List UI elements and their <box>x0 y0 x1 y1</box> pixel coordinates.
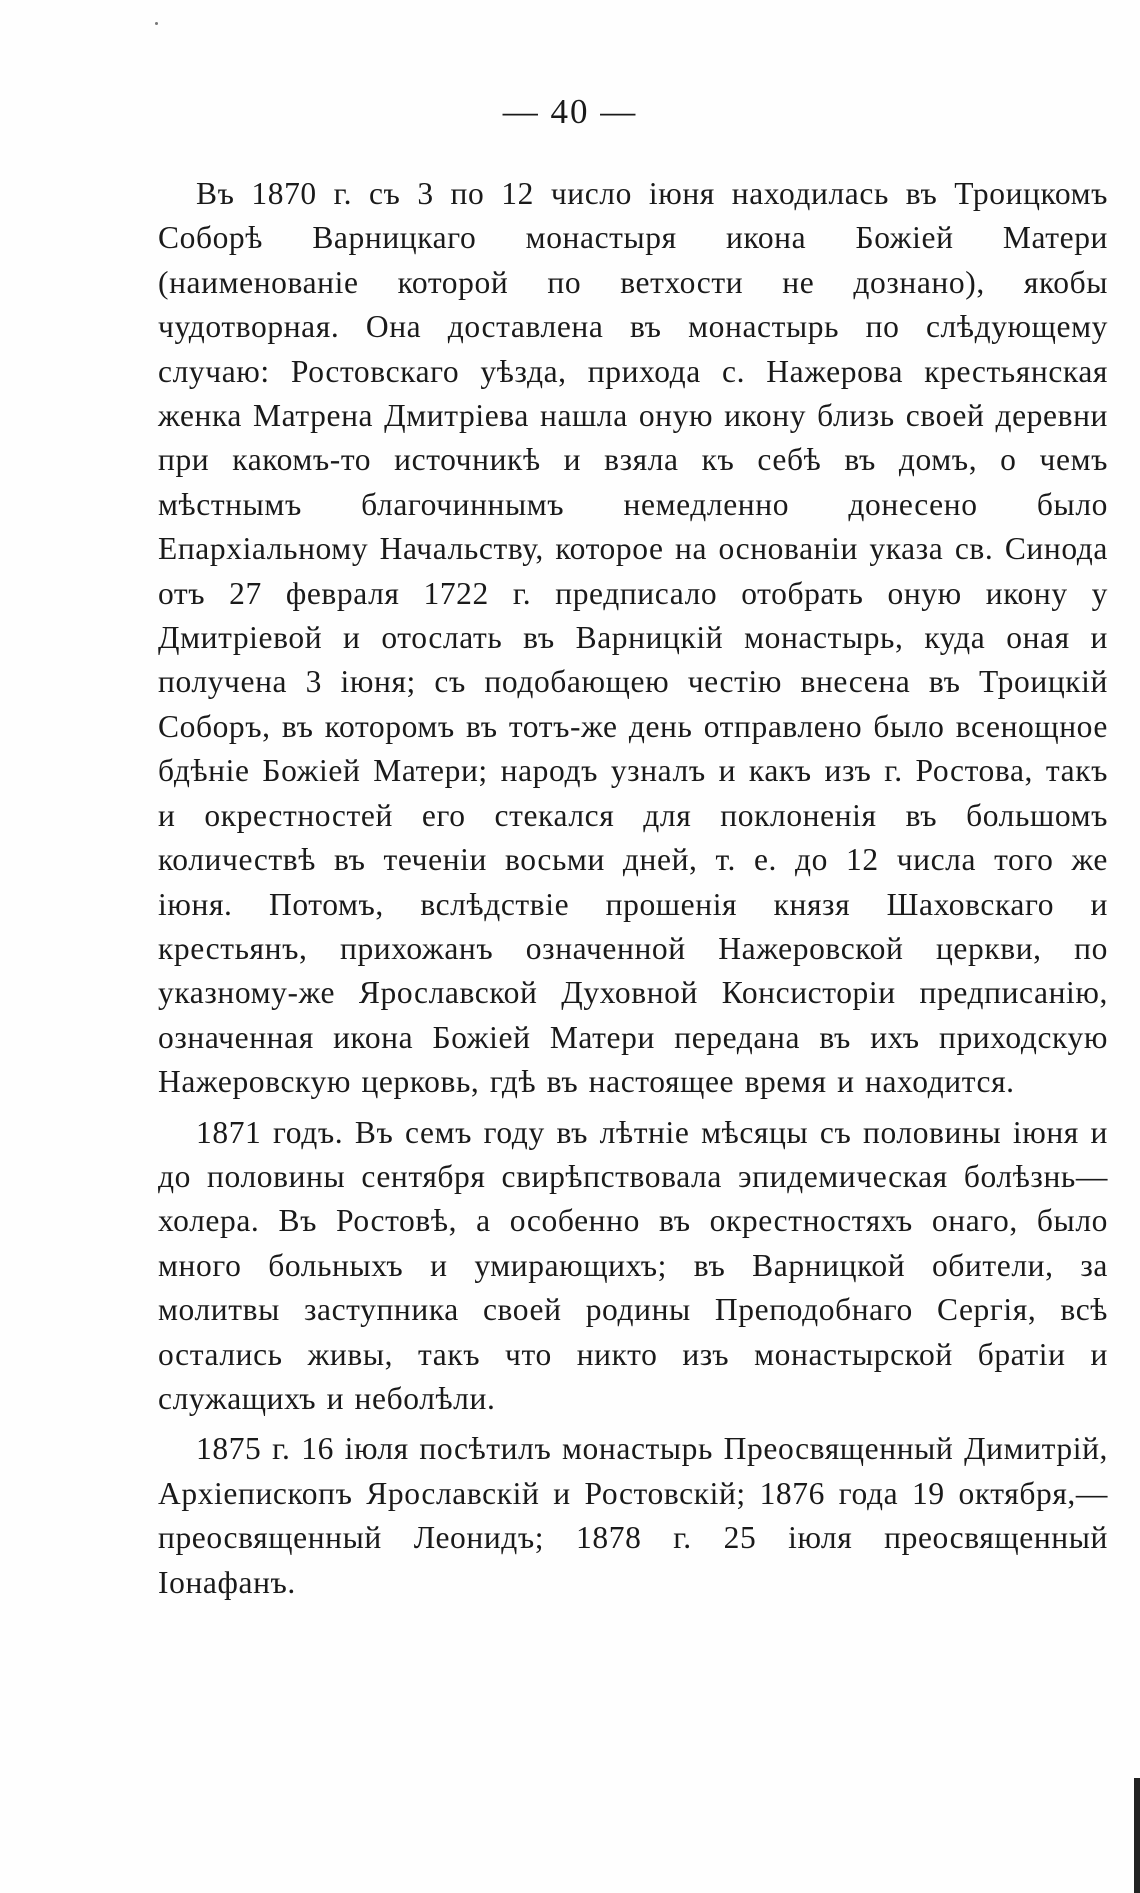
scan-speck <box>155 22 158 25</box>
paragraph-1871: 1871 годъ. Въ семъ году въ лѣтніе мѣсяцы съ половины іюня и до половины сентября свирѣпствовала эпидемическая болѣзнь—холера. Въ Ростовѣ, а особенно въ окрестностяхъ онаго, было много больныхъ и умирающихъ; въ Варницкой обители, за молитвы заступника своей родины Преподобнаго Сергія, всѣ остались живы, такъ что никто изъ монастырской братіи и служащихъ и неболѣли. <box>158 1114 1108 1416</box>
paragraph-1875: 1875 г. 16 іюля посѣтилъ монастырь Преосвященный Димитрій, Архіепископъ Ярославскій и Ростовскій; 1876 года 19 октября,—преосвященный Леонидъ; 1878 г. 25 іюля преосвященный Іонафанъ. <box>158 1431 1108 1600</box>
page-edge-mark <box>1134 1778 1140 1893</box>
paragraph-1870: Въ 1870 г. съ 3 по 12 число іюня находилась въ Троицкомъ Соборѣ Варницкаго монастыря икона Божіей Матери (наименованіе которой по ветхости не дознано), якобы чудотворная. Она доставлена въ монастырь по слѣдующему случаю: Ростовскаго уѣзда, прихода с. Нажерова крестьянская женка Матрена Дмитріева нашла оную икону близь своей деревни при какомъ-то источникѣ и взяла къ себѣ въ домъ, о чемъ мѣстнымъ благочиннымъ немедленно донесено было Епархіальному Начальству, которое на основаніи указа св. Синода отъ 27 февраля 1722 г. предписало отобрать оную икону у Дмитріевой и отослать въ Варницкій монастырь, куда оная и получена 3 іюня; съ подобающею честію внесена въ Троицкій Соборъ, въ которомъ въ тотъ-же день отправлено было всенощное бдѣніе Божіей Матери; народъ узналъ и какъ изъ г. Ростова, такъ и окрестностей его стекался для поклоненія въ большомъ количествѣ въ теченіи восьми дней, т. е. до 12 числа того же іюня. Потомъ, вслѣдствіе прошенія князя Шаховскаго и крестьянъ, прихожанъ означенной Нажеровской церкви, по указному-же Ярославской Духовной Консисторіи предписанію, означенная икона Божіей Матери передана въ ихъ приходскую Нажеровскую церковь, гдѣ въ настоящее время и находится. <box>158 176 1108 1100</box>
body-text <box>158 172 1108 1611</box>
page-number: — 40 — <box>502 92 638 131</box>
